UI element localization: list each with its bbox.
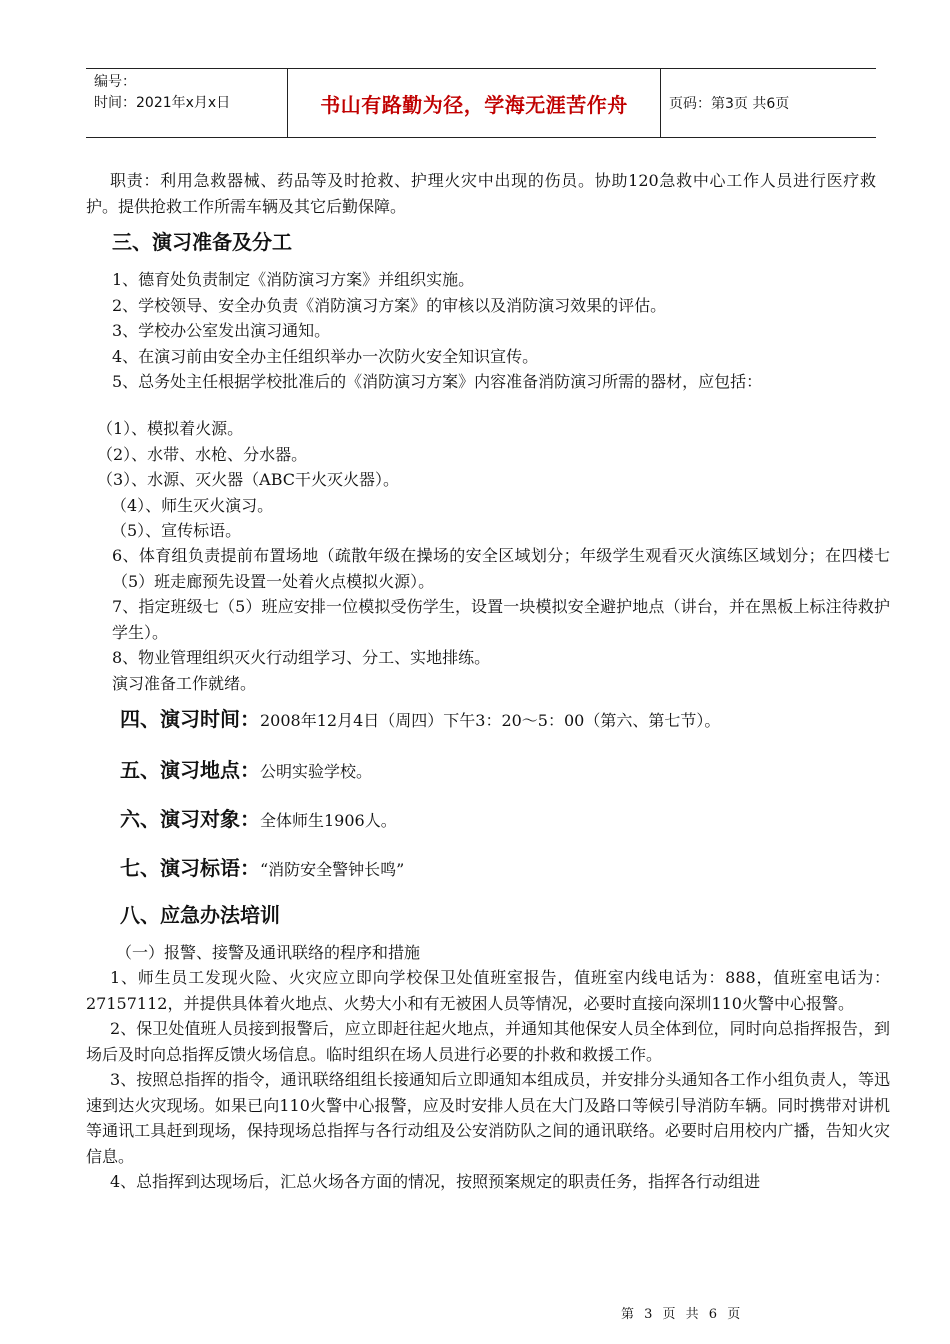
sub-item: （1）、模拟着火源。 <box>97 419 244 438</box>
paragraph: 2、保卫处值班人员接到报警后，应立即赶往起火地点，并通知其他保安人员全体到位，同时向总指挥报告，到场后及时向总指挥反馈火场信息。临时组织在场人员进行必要的扑救和救援工作。 <box>86 1019 890 1064</box>
section-8-heading: 八、应急办法培训 <box>120 903 280 927</box>
list-item: 1、德育处负责制定《消防演习方案》并组织实施。 <box>112 270 475 289</box>
list-item: 6、体育组负责提前布置场地（疏散年级在操场的安全区域划分；年级学生观看灭火演练区域划分；在四楼七（5）班走廊预先设置一处着火点模拟火源）。 <box>112 546 890 591</box>
section-3-list-cont <box>112 543 890 696</box>
sub-item: （2）、水带、水枪、分水器。 <box>97 444 308 464</box>
section-3-list <box>112 267 892 395</box>
section-7-value: “消防安全警钟长鸣” <box>260 860 405 879</box>
section-3-heading: 三、演习准备及分工 <box>112 230 292 254</box>
section-7 <box>120 852 404 881</box>
paragraph: 1、师生员工发现火险、火灾应立即向学校保卫处值班室报告，值班室内线电话为：888，值班室电话为：27157112，并提供具体着火地点、火势大小和有无被困人员等情况，必要时直接向深圳110火警中心报警。 <box>86 968 890 1013</box>
section-6 <box>120 803 397 832</box>
list-item: 演习准备工作就绪。 <box>112 673 257 693</box>
list-item: 5、总务处主任根据学校批准后的《消防演习方案》内容准备消防演习所需的器材，应包括： <box>112 372 763 391</box>
sub-item: （4）、师生灭火演习。 <box>111 495 274 515</box>
doc-number-label: 编号： <box>94 74 136 90</box>
list-item: 3、学校办公室发出演习通知。 <box>112 321 331 340</box>
section-8-subtitle: （一）报警、接警及通讯联络的程序和措施 <box>116 943 421 962</box>
page-footer: 第 3 页 共 6 页 <box>621 1307 744 1322</box>
section-6-value: 全体师生1906人。 <box>260 811 397 830</box>
section-4-label: 四、演习时间： <box>120 707 260 731</box>
section-5-label: 五、演习地点： <box>120 758 260 782</box>
header-meta <box>86 69 287 137</box>
duty-paragraph: 职责：利用急救器械、药品等及时抢救、护理火灾中出现的伤员。协助120急救中心工作人员进行医疗救护。提供抢救工作所需车辆及其它后勤保障。 <box>86 171 876 216</box>
section-7-label: 七、演习标语： <box>120 856 260 880</box>
header-page-number: 页码：第3页 共6页 <box>669 96 790 112</box>
section-4-value: 2008年12月4日（周四）下午3：20～5：00（第六、第七节）。 <box>260 711 721 730</box>
section-5 <box>120 754 372 783</box>
paragraph: 4、总指挥到达现场后，汇总火场各方面的情况，按照预案规定的职责任务，指挥各行动组进 <box>110 1172 761 1191</box>
page-header <box>86 68 876 138</box>
equipment-sublist <box>97 416 797 544</box>
doc-time-label: 时间：2021年x月x日 <box>94 95 231 111</box>
section-6-label: 六、演习对象： <box>120 807 260 831</box>
paragraph: 3、按照总指挥的指令，通讯联络组组长接通知后立即通知本组成员，并安排分头通知各工作小组负责人，等迅速到达火灾现场。如果已向110火警中心报警，应及时安排人员在大门及路口等候引导消防车辆。同时携带对讲机等通讯工具赶到现场，保持现场总指挥与各行动组及公安消防队之间的通讯联络。必要时启用校内广播，告知火灾信息。 <box>86 1070 890 1166</box>
sub-item: （3）、水源、灭火器（ABC干火灭火器）。 <box>97 470 400 489</box>
list-item: 2、学校领导、安全办负责《消防演习方案》的审核以及消防演习效果的评估。 <box>112 295 667 315</box>
section-4 <box>120 703 720 732</box>
list-item: 8、物业管理组织灭火行动组学习、分工、实地排练。 <box>112 648 491 667</box>
header-motto: 书山有路勤为径，学海无涯苦作舟 <box>287 69 661 137</box>
list-item: 7、指定班级七（5）班应安排一位模拟受伤学生，设置一块模拟安全避护地点（讲台，并在黑板上标注待救护学生）。 <box>112 597 890 642</box>
section-5-value: 公明实验学校。 <box>260 762 373 781</box>
section-8-body <box>86 965 890 1195</box>
list-item: 4、在演习前由安全办主任组织举办一次防火安全知识宣传。 <box>112 346 539 366</box>
sub-item: （5）、宣传标语。 <box>111 521 242 540</box>
